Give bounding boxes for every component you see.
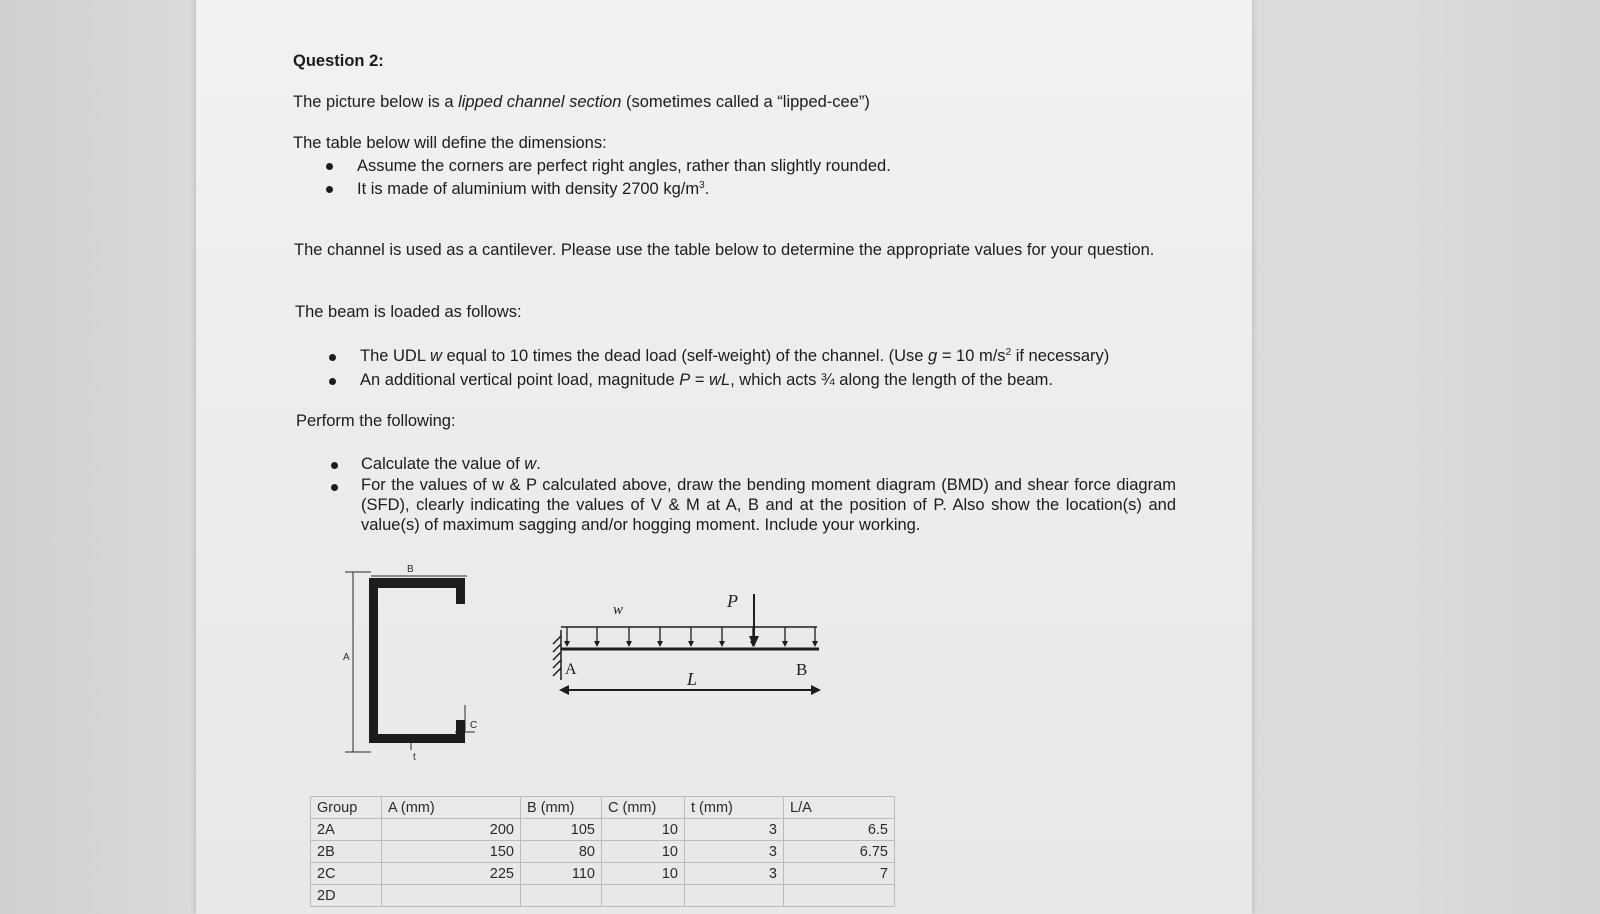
cell-c: 10	[602, 863, 685, 885]
point-var: P	[679, 371, 691, 389]
header-group: Group	[311, 797, 382, 819]
label-b: B	[407, 564, 414, 575]
cell-t: 3	[685, 819, 784, 841]
cell-t: 3	[685, 841, 784, 863]
intro-pre: The picture below is a	[293, 93, 459, 111]
cell-la	[784, 885, 895, 907]
intro-italic: lipped channel section	[458, 93, 622, 111]
task-draw-diagrams: For the values of w & P calculated above, draw the bending moment diagram (BMD) and shear force diagram (SFD), clearly indicating the values of V & M at A, B and at the position of P. Also show the location(s) and value(s) of maximum sagging and/or hogging moment. Include your working.	[361, 476, 1176, 534]
label-a: A	[343, 652, 350, 663]
header-c: C (mm)	[602, 797, 685, 819]
bullet	[331, 484, 338, 491]
label-t: t	[413, 752, 416, 763]
task1-pre: Calculate the value of	[361, 455, 525, 473]
cell-la: 7	[784, 863, 895, 885]
label-l: L	[687, 669, 698, 689]
loading-intro: The beam is loaded as follows:	[295, 303, 522, 321]
cell-c: 10	[602, 841, 685, 863]
load-point	[360, 370, 1053, 391]
udl-pre: The UDL	[360, 347, 430, 365]
density-text: It is made of aluminium with density 2700 kg/m	[357, 180, 700, 198]
header-b: B (mm)	[521, 797, 602, 819]
channel-section-figure	[335, 560, 495, 780]
udl-exp: 2	[1005, 347, 1012, 358]
cell-c: 10	[602, 819, 685, 841]
intro-sentence	[293, 92, 870, 113]
udl-mid: equal to 10 times the dead load (self-weight) of the channel. (Use	[441, 347, 929, 365]
table-row	[311, 841, 895, 863]
label-a-support: A	[565, 661, 577, 678]
header-t: t (mm)	[685, 797, 784, 819]
label-p: P	[727, 592, 738, 611]
cell-la: 6.5	[784, 819, 895, 841]
point-pre: An additional vertical point load, magnitude	[360, 371, 680, 389]
bullet	[329, 354, 336, 361]
cell-b: 110	[521, 863, 602, 885]
header-a: A (mm)	[382, 797, 521, 819]
point-post: , which acts ¾ along the length of the beam.	[730, 371, 1054, 389]
table-row	[311, 885, 895, 907]
label-c: C	[470, 720, 478, 731]
cell-group: 2D	[311, 885, 382, 907]
cell-b: 80	[521, 841, 602, 863]
cell-group: 2C	[311, 863, 382, 885]
table-row	[311, 819, 895, 841]
table-row	[311, 863, 895, 885]
intro-post: (sometimes called a “lipped-cee”)	[621, 93, 870, 111]
bullet	[326, 186, 333, 193]
cantilever-beam-figure	[545, 592, 845, 722]
channel-shape	[369, 578, 465, 743]
task-calculate-w	[361, 454, 541, 475]
cantilever-paragraph: The channel is used as a cantilever. Please use the table below to determine the appropriate values for your question.	[294, 241, 1155, 259]
point-mid: =	[690, 371, 710, 389]
cell-la: 6.75	[784, 841, 895, 863]
bullet	[331, 462, 338, 469]
cell-t	[685, 885, 784, 907]
cell-a: 200	[382, 819, 521, 841]
task1-post: .	[536, 455, 541, 473]
cell-a: 225	[382, 863, 521, 885]
table-intro: The table below will define the dimensions:	[293, 134, 607, 152]
cell-group: 2B	[311, 841, 382, 863]
cell-t: 3	[685, 863, 784, 885]
dimensions-table	[310, 796, 895, 907]
header-la: L/A	[784, 797, 895, 819]
bullet	[329, 378, 336, 385]
cell-b: 105	[521, 819, 602, 841]
assumption-density: It is made of aluminium with density 2700 $kg/m^3$.	[357, 180, 710, 198]
udl-var: w	[430, 347, 442, 365]
cell-b	[521, 885, 602, 907]
assumption-corners: Assume the corners are perfect right angles, rather than slightly rounded.	[357, 157, 891, 175]
load-udl	[360, 346, 1109, 367]
cell-a: 150	[382, 841, 521, 863]
bullet	[326, 163, 333, 170]
density-exponent: 3	[699, 180, 705, 191]
udl-end: if necessary)	[1011, 347, 1110, 365]
cell-c	[602, 885, 685, 907]
cell-group: 2A	[311, 819, 382, 841]
udl-g: g	[928, 347, 938, 365]
label-w: w	[613, 602, 624, 618]
cell-a	[382, 885, 521, 907]
point-wl: wL	[709, 371, 731, 389]
table-header-row	[311, 797, 895, 819]
udl-post: = 10 m/s	[937, 347, 1006, 365]
task1-var: w	[524, 455, 537, 473]
label-b-end: B	[796, 660, 808, 679]
question-heading: Question 2:	[293, 52, 384, 70]
tasks-intro: Perform the following:	[296, 412, 456, 430]
